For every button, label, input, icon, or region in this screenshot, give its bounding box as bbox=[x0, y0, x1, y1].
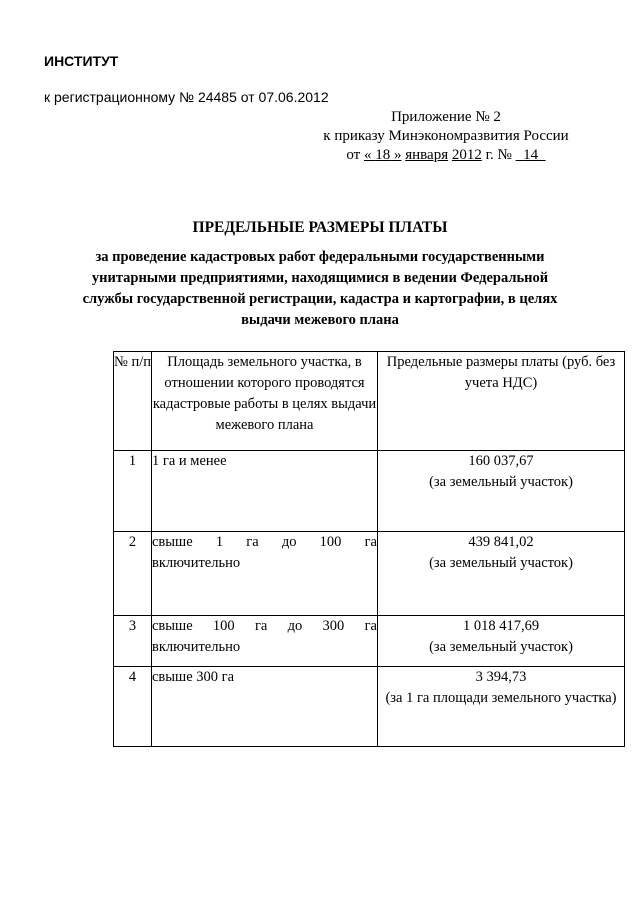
appendix-order: к приказу Минэкономразвития России bbox=[323, 128, 569, 144]
row-price-cell bbox=[378, 451, 625, 532]
row-price-unit: (за земельный участок) bbox=[429, 474, 573, 490]
row-num: 4 bbox=[114, 667, 152, 747]
header-price: Предельные размеры платы (руб. без учета НДС) bbox=[378, 352, 625, 451]
document-subtitle: за проведение кадастровых работ федеральными государственными унитарными предприятиями, находящимися в ведении Федеральной службы государственной регистрации, кадастра и картографии, в целях выдачи межевого плана bbox=[82, 249, 558, 328]
row-num: 1 bbox=[114, 451, 152, 532]
row-price: 1 018 417,69 bbox=[462, 618, 540, 634]
row-num: 2 bbox=[114, 532, 152, 616]
row-price: 160 037,67 bbox=[468, 453, 534, 469]
appendix-order-number-value: 14 bbox=[523, 147, 539, 163]
document-title: ПРЕДЕЛЬНЫЕ РАЗМЕРЫ ПЛАТЫ bbox=[192, 219, 448, 236]
appendix-year: 2012 bbox=[451, 147, 482, 163]
header-area: Площадь земельного участка, в отношении которого проводятся кадастровые работы в целях выдачи межевого плана bbox=[152, 352, 378, 451]
appendix-day-open: « bbox=[363, 147, 372, 163]
row-price-cell bbox=[378, 616, 625, 667]
row-area-continued: включительно bbox=[152, 639, 241, 655]
row-area-cell bbox=[152, 616, 378, 667]
row-area: свыше 100 га до 300 га bbox=[152, 618, 377, 634]
row-price-cell bbox=[378, 667, 625, 747]
header-num: № п/п bbox=[114, 352, 152, 451]
appendix-day-close: » bbox=[393, 147, 402, 163]
row-area: 1 га и менее bbox=[152, 451, 378, 532]
appendix-day bbox=[364, 147, 402, 163]
appendix-day-value: 18 bbox=[375, 147, 391, 163]
appendix-date-line bbox=[296, 146, 596, 165]
table-row bbox=[114, 451, 625, 532]
row-price-unit: (за земельный участок) bbox=[429, 555, 573, 571]
registration-note: к регистрационному № 24485 от 07.06.2012 bbox=[44, 89, 329, 105]
row-price-unit: (за 1 га площади земельного участка) bbox=[385, 690, 617, 706]
appendix-order-number bbox=[516, 147, 546, 163]
table-header-row bbox=[114, 352, 625, 451]
table-row bbox=[114, 532, 625, 616]
row-price: 3 394,73 bbox=[475, 669, 527, 685]
row-price-unit: (за земельный участок) bbox=[429, 639, 573, 655]
row-area-continued: включительно bbox=[152, 555, 241, 571]
appendix-block bbox=[296, 108, 596, 165]
table-row bbox=[114, 667, 625, 747]
row-price-cell bbox=[378, 532, 625, 616]
table-row bbox=[114, 616, 625, 667]
appendix-from: от bbox=[346, 147, 361, 163]
row-area: свыше 1 га до 100 га bbox=[152, 534, 377, 550]
appendix-number: Приложение № 2 bbox=[391, 109, 501, 125]
row-num: 3 bbox=[114, 616, 152, 667]
row-area: свыше 300 га bbox=[152, 667, 378, 747]
fee-table bbox=[113, 351, 625, 747]
row-area-cell bbox=[152, 532, 378, 616]
institute-label: ИНСТИТУТ bbox=[44, 53, 119, 69]
appendix-year-suffix: г. № bbox=[485, 147, 512, 163]
appendix-month: января bbox=[405, 147, 449, 163]
row-price: 439 841,02 bbox=[468, 534, 534, 550]
